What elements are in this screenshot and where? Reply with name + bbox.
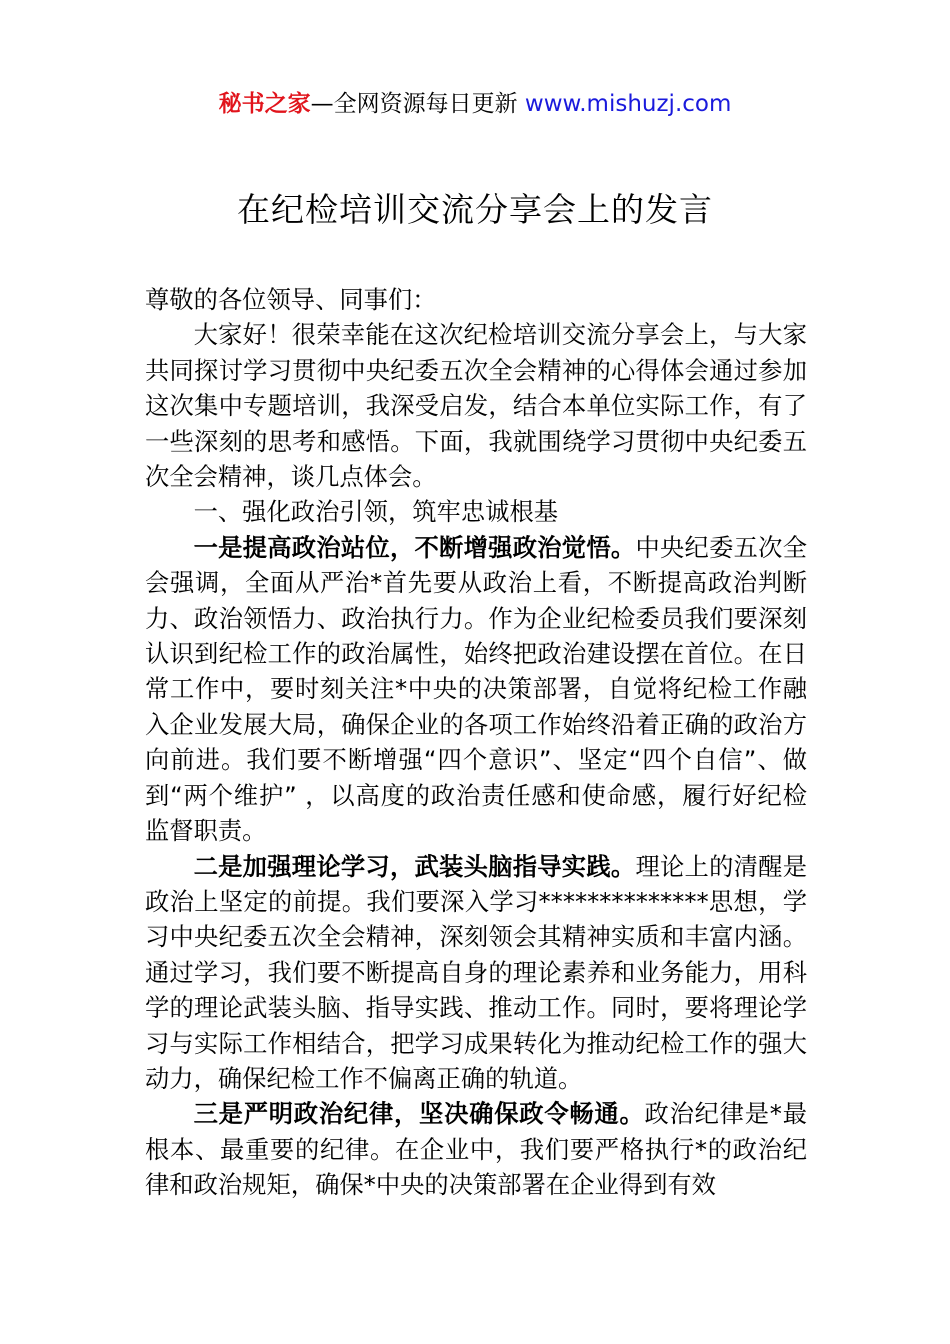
point-text: 政治纪律是*最根本、最重要的纪律。在企业中，我们要严格执行*的政治纪律和政治规矩，确保*中央的决策部署在企业得到有效 bbox=[145, 1099, 807, 1200]
site-brand: 秘书之家 bbox=[218, 91, 311, 117]
site-url-link[interactable]: www.mishuzj.com bbox=[524, 91, 732, 117]
intro-paragraph: 大家好！很荣幸能在这次纪检培训交流分享会上，与大家共同探讨学习贯彻中央纪委五次全会精神的心得体会通过参加这次集中专题培训，我深受启发，结合本单位实际工作，有了一些深刻的思考和感悟。下面，我就围绕学习贯彻中央纪委五次全会精神，谈几点体会。 bbox=[145, 320, 807, 492]
point-text: 中央纪委五次全会强调，全面从严治*首先要从政治上看，不断提高政治判断力、政治领悟力、政治执行力。作为企业纪检委员我们要深刻认识到纪检工作的政治属性，始终把政治建设摆在首位。在日常工作中，要时刻关注*中央的决策部署，自觉将纪检工作融入企业发展大局，确保企业的各项工作始终沿着正确的政治方向前进。我们要不断增强“四个意识”、坚定“四个自信”、做到“两个维护” ，以高度的政治责任感和使命感，履行好纪检监督职责。 bbox=[145, 532, 808, 846]
site-tagline: —全网资源每日更新 bbox=[310, 91, 525, 117]
point-paragraph bbox=[145, 530, 807, 849]
point-lead: 三是严明政治纪律，坚决确保政令畅通。 bbox=[193, 1099, 645, 1129]
document-title: 在纪检培训交流分享会上的发言 bbox=[237, 190, 713, 229]
section-heading: 一、强化政治引领，筑牢忠诚根基 bbox=[193, 497, 559, 527]
point-paragraph bbox=[145, 849, 807, 1097]
point-text: 理论上的清醒是政治上坚定的前提。我们要深入学习**************思想，学习中央纪委五次全会精神，深刻领会其精神实质和丰富内涵。通过学习，我们要不断提高自身的理论素养和业务能力，用科学的理论武装头脑、指导实践、推动工作。同时，要将理论学习与实际工作相结合，把学习成果转化为推动纪检工作的强大动力，确保纪检工作不偏离正确的轨道。 bbox=[145, 851, 808, 1093]
salutation: 尊敬的各位领导、同事们： bbox=[145, 285, 437, 314]
site-header bbox=[0, 88, 950, 120]
document-body bbox=[145, 282, 807, 1203]
point-paragraph bbox=[145, 1096, 807, 1202]
point-lead: 一是提高政治站位，不断增强政治觉悟。 bbox=[193, 532, 636, 562]
point-lead: 二是加强理论学习，武装头脑指导实践。 bbox=[193, 851, 636, 881]
